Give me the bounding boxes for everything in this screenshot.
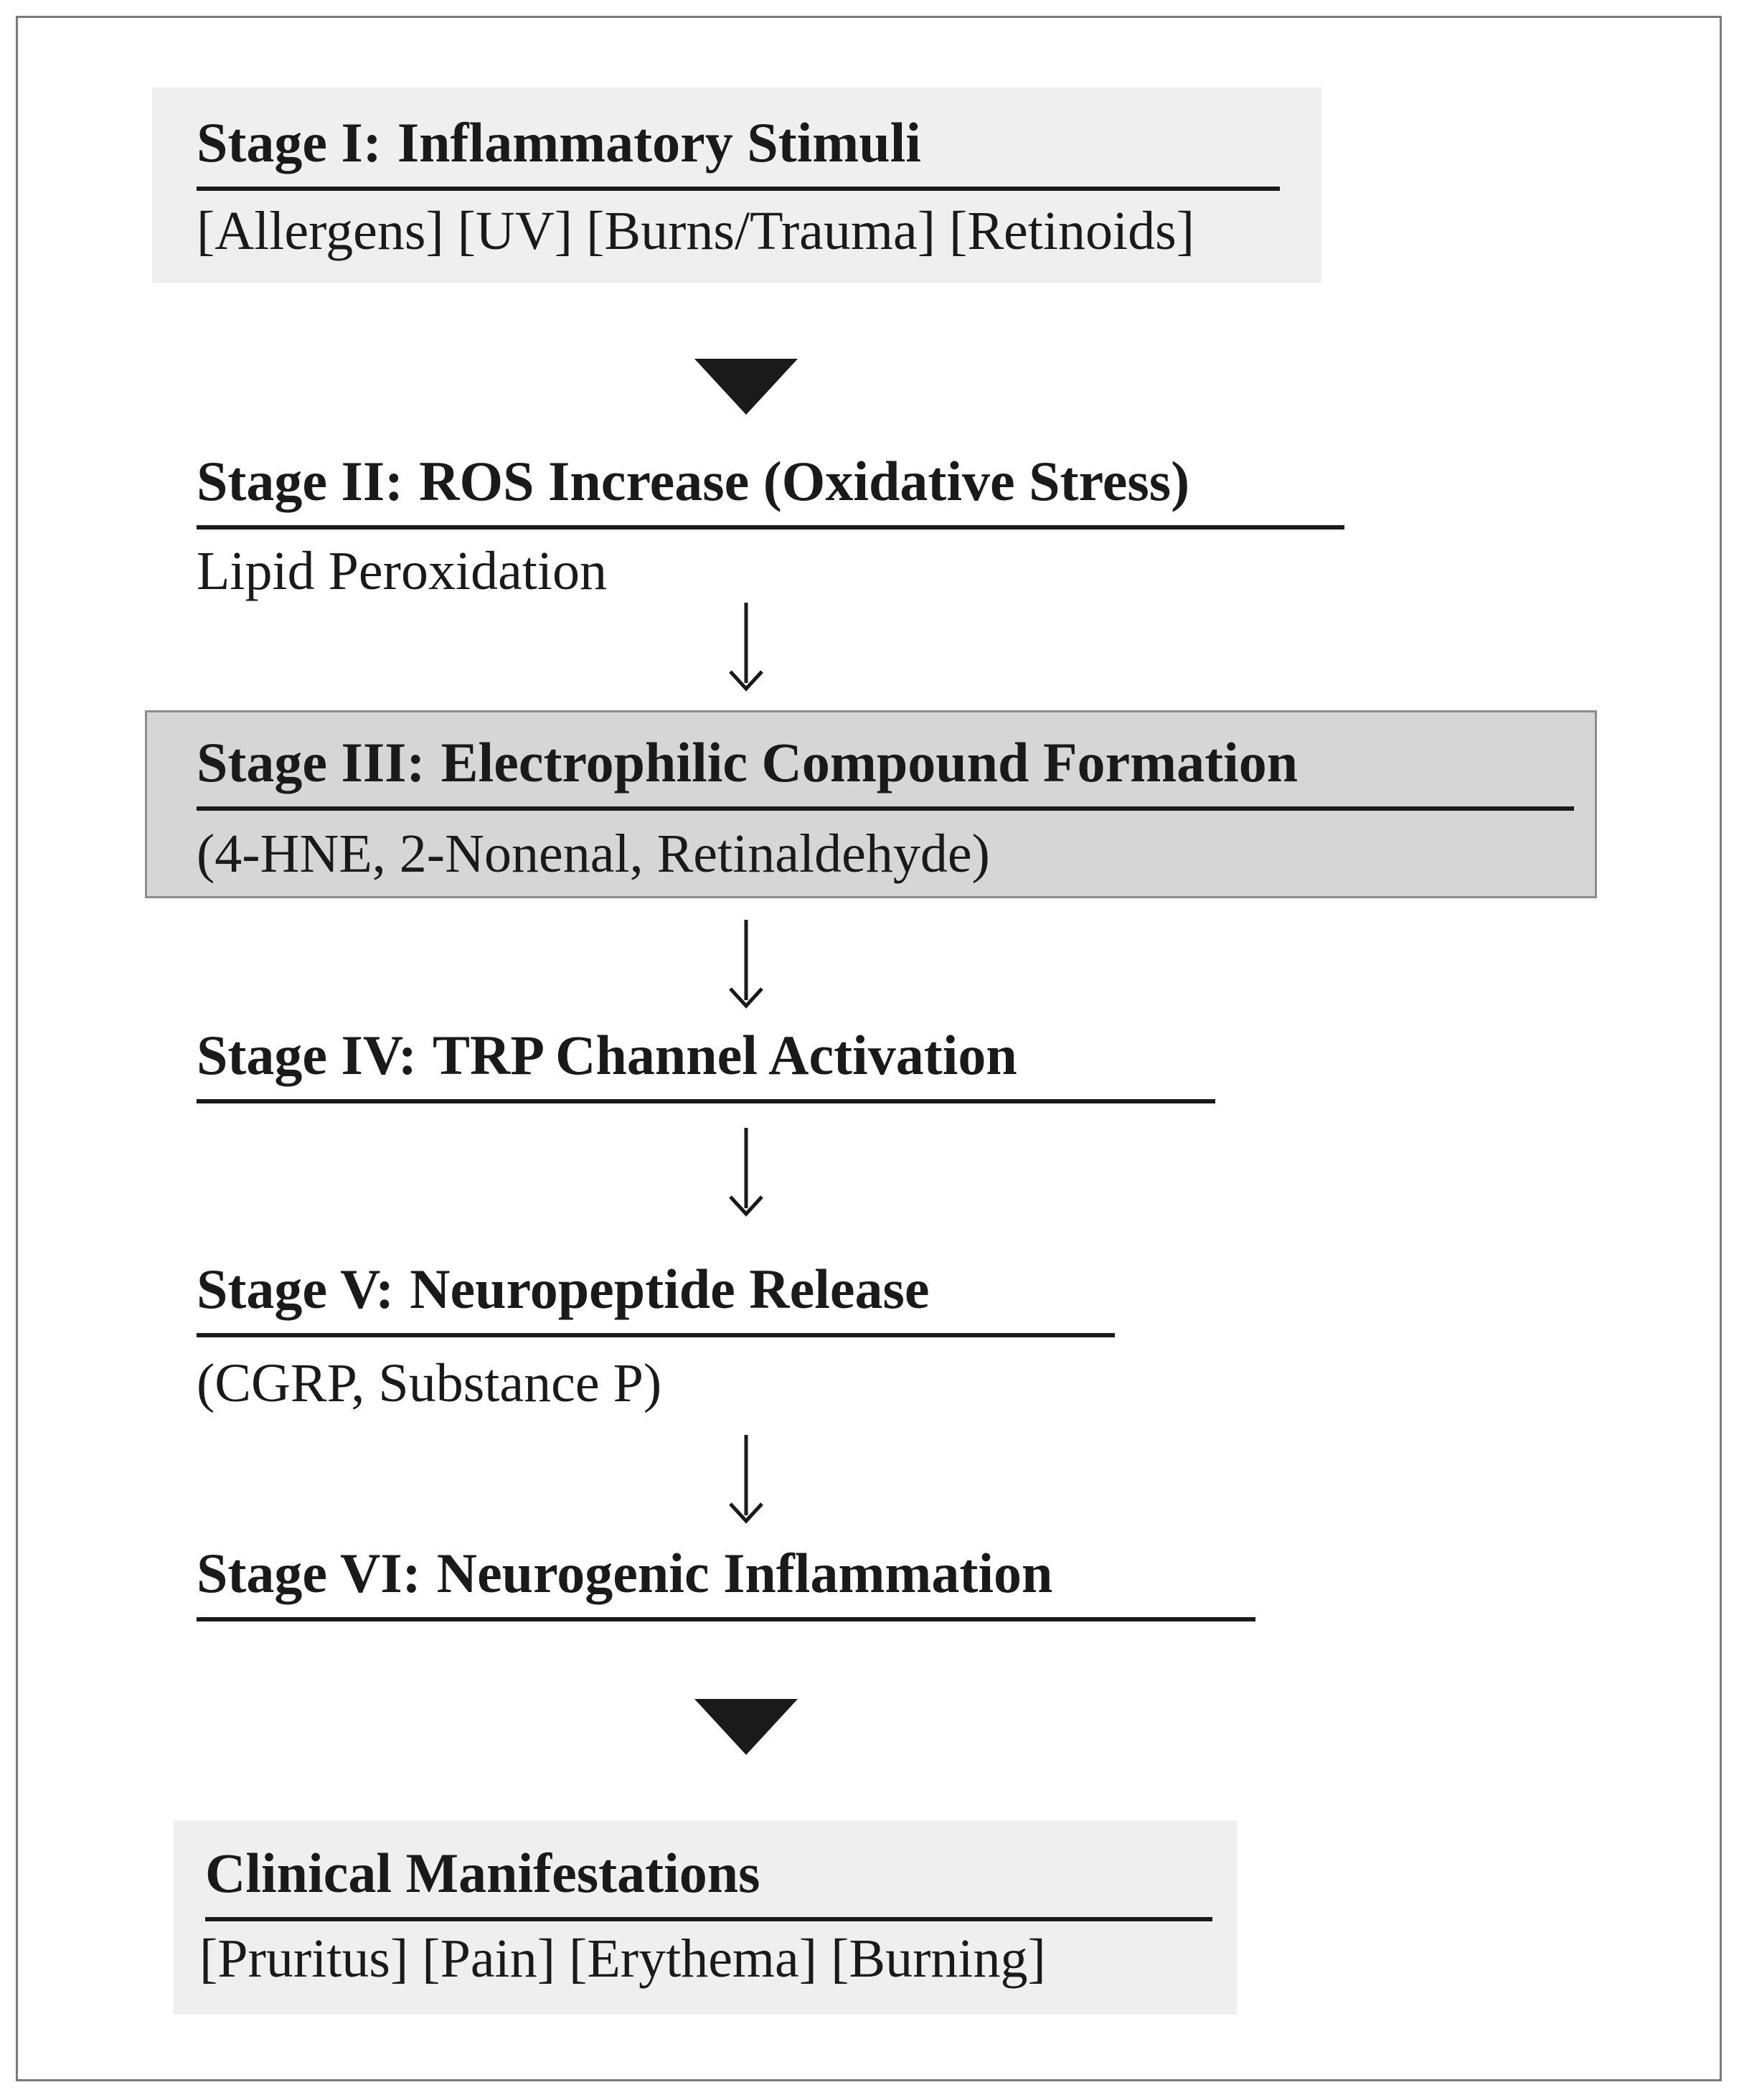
down-arrow-icon [720, 603, 772, 692]
stage-1-title [197, 111, 1280, 191]
down-arrow-icon [720, 1128, 772, 1217]
stage-1-label: Stage I: [197, 111, 382, 174]
stage-5-label: Stage V: [197, 1258, 395, 1320]
stage-1-name: Inflammatory Stimuli [397, 111, 921, 174]
stage-3-label: Stage III: [197, 731, 425, 794]
stage-6-label: Stage VI: [197, 1542, 421, 1604]
outcome-detail: [Pruritus] [Pain] [Erythema] [Burning] [199, 1929, 1046, 1989]
stage-5-name: Neuropeptide Release [410, 1258, 930, 1320]
stage-3-title [197, 731, 1574, 811]
stage-2-detail: Lipid Peroxidation [197, 541, 608, 601]
stage-4-name: TRP Channel Activation [432, 1024, 1017, 1086]
stage-2-name: ROS Increase (Oxidative Stress) [419, 450, 1190, 512]
stage-4-title [197, 1024, 1215, 1103]
stage-2-title [197, 450, 1344, 529]
stage-4-label: Stage IV: [197, 1024, 417, 1086]
down-arrow-icon [720, 1435, 772, 1524]
stage-1-detail: [Allergens] [UV] [Burns/Trauma] [Retinoids] [197, 201, 1195, 261]
flow-triangle-icon [694, 1699, 798, 1755]
stage-5-title [197, 1258, 1115, 1337]
stage-3-detail: (4-HNE, 2-Nonenal, Retinaldehyde) [197, 824, 990, 884]
stage-3-name: Electrophilic Compound Formation [440, 731, 1299, 794]
stage-5-detail: (CGRP, Substance P) [197, 1353, 662, 1413]
flow-triangle-icon [694, 359, 798, 415]
down-arrow-icon [720, 920, 772, 1009]
stage-2-label: Stage II: [197, 450, 404, 512]
stage-6-name: Neurogenic Inflammation [436, 1542, 1053, 1604]
outcome-title: Clinical Manifestations [205, 1845, 1212, 1921]
stage-6-title [197, 1542, 1255, 1621]
